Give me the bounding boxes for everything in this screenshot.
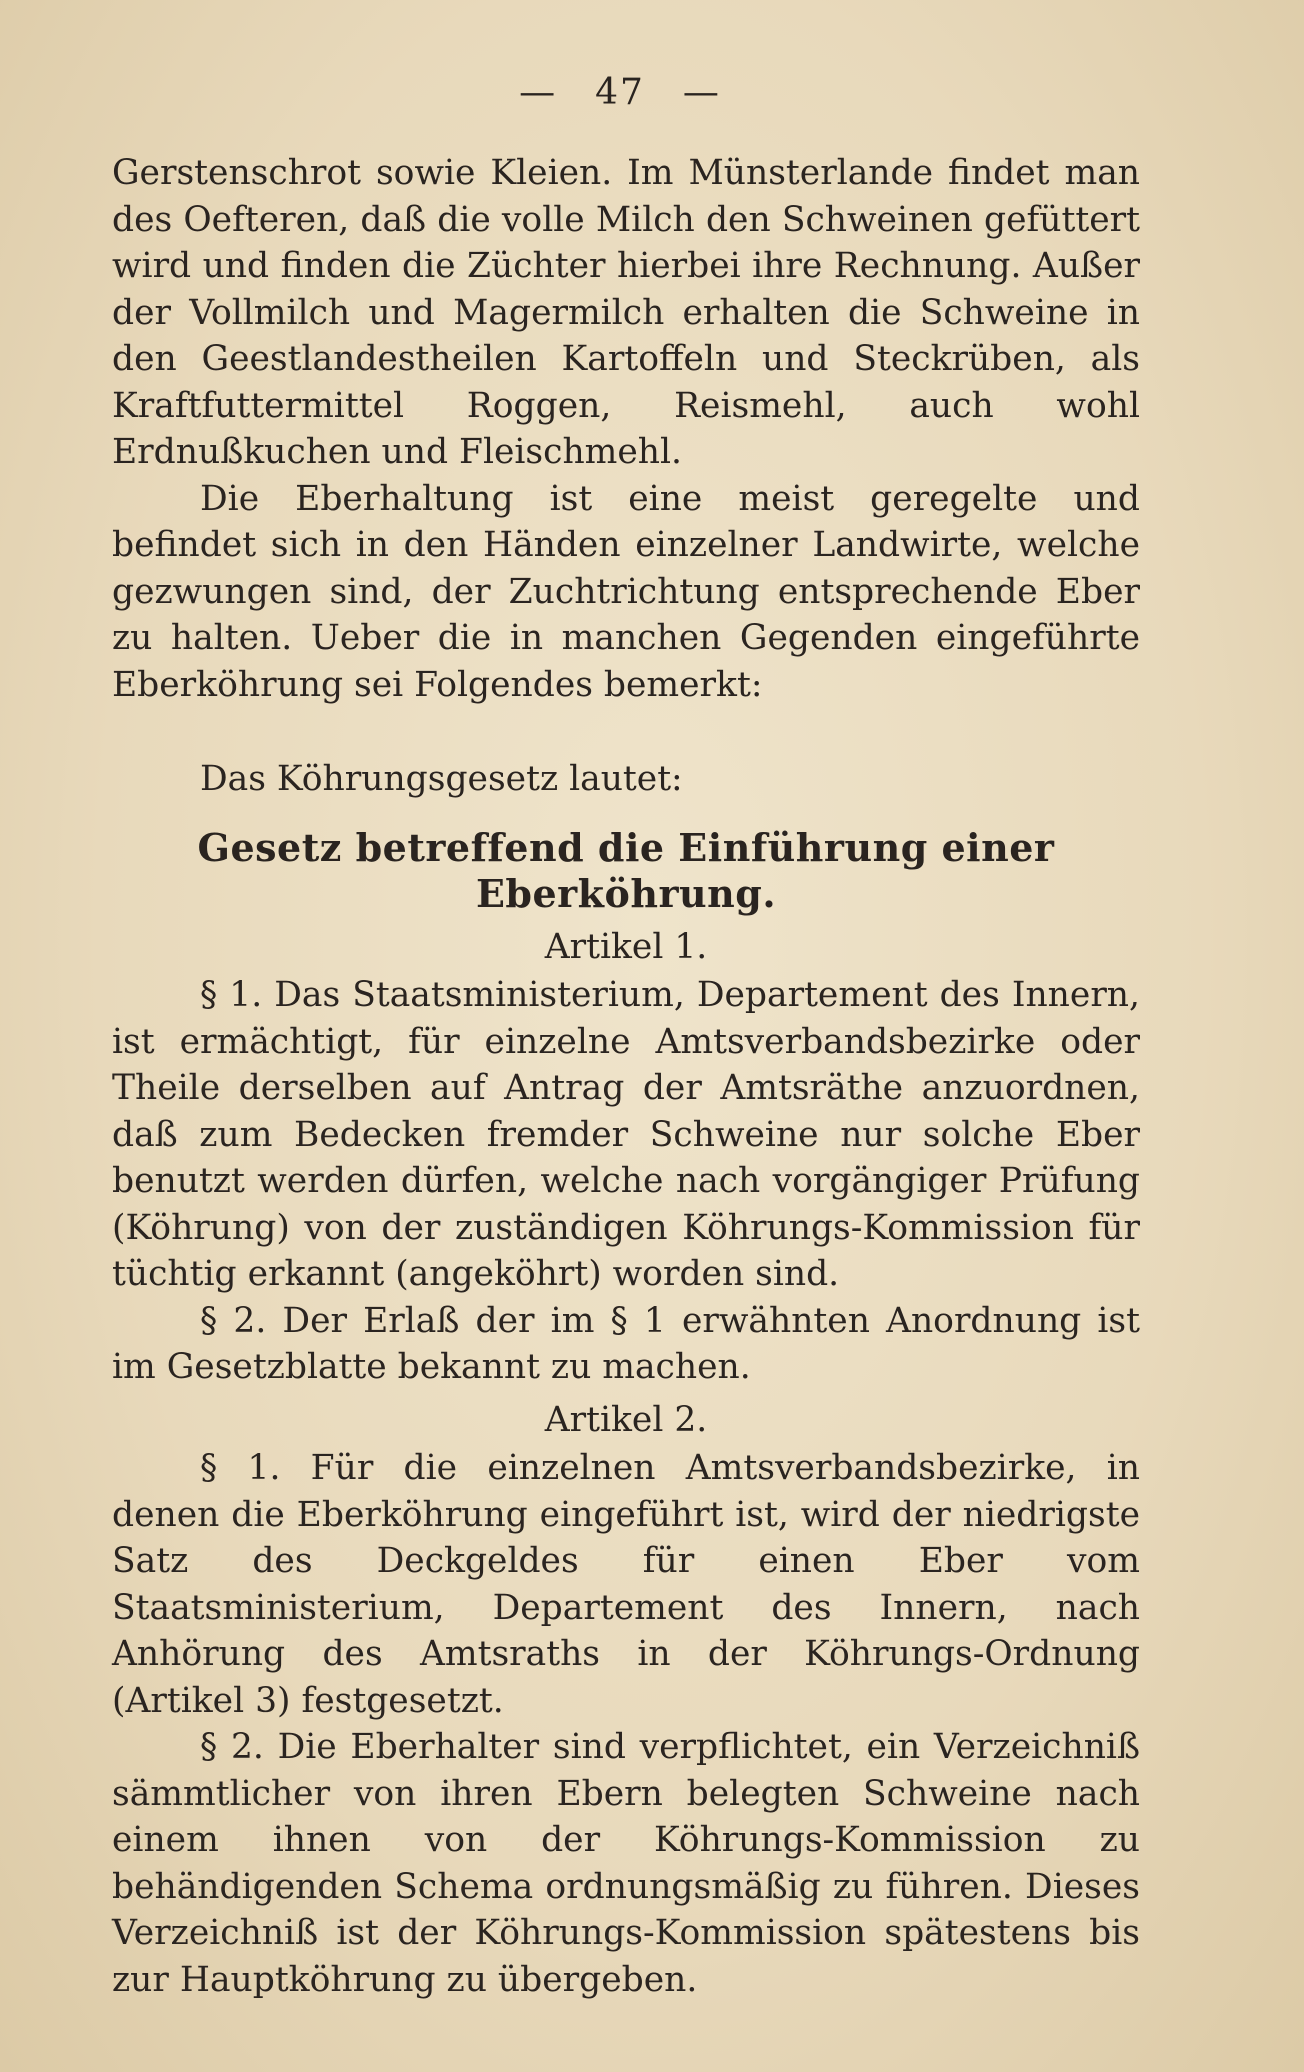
article-2-section-1: § 1. Für die einzelnen Amtsverbandsbezirke, in denen die Eberköhrung eingeführt ist, wird der niedrigste Satz des Deckgeldes für einen Eber vom Staatsministerium, Departement des Innern, nach Anhörung des Amtsraths in der Köhrungs-Ordnung (Artikel 3) festgesetzt. [112, 1448, 1140, 1721]
article-2-heading: Artikel 2. [544, 1399, 708, 1440]
article-1-heading: Artikel 1. [544, 926, 708, 967]
paragraph-feeding: Gerstenschrot sowie Kleien. Im Münsterlande findet man des Oefteren, daß die volle Milch den Schweinen gefüttert wird und finden die Züchter hierbei ihre Rechnung. Außer der Vollmilch und Magermilch erhalten die Schweine in den Geestlandestheilen Kartoffeln und Steckrüben, als Kraftfuttermittel Roggen, Reismehl, auch wohl Erdnußkuchen und Fleischmehl. [112, 153, 1140, 472]
article-1-section-2: § 2. Der Erlaß der im § 1 erwähnten Anordnung ist im Gesetzblatte bekannt zu machen. [112, 1300, 1140, 1387]
page-number-dash-left: — [519, 72, 558, 113]
article-1-section-1: § 1. Das Staatsministerium, Departement des Innern, ist ermächtigt, für einzelne Amtsverbandsbezirke oder Theile derselben auf Antrag der Amtsräthe anzuordnen, daß zum Bedecken fremder Schweine nur solche Eber benutzt werden dürfen, welche nach vorgängiger Prüfung (Köhrung) von der zuständigen Köhrungs-Kommission für tüchtig erkannt (angeköhrt) worden sind. [112, 975, 1140, 1294]
page-number-line [0, 72, 1240, 113]
article-2-section-2: § 2. Die Eberhalter sind verpflichtet, ein Verzeichniß sämmtlicher von ihren Ebern belegten Schweine nach einem ihnen von der Köhrungs-Kommission zu behändigenden Schema ordnungsmäßig zu führen. Dieses Verzeichniß ist der Köhrungs-Kommission spätestens bis zur Hauptköhrung zu übergeben. [112, 1727, 1140, 2000]
page-number: 47 [595, 72, 645, 113]
paragraph-law-intro: Das Köhrungsgesetz lautet: [200, 759, 683, 799]
page-number-dash-right: — [682, 72, 721, 113]
paragraph-eber-keeping: Die Eberhaltung ist eine meist geregelte und befindet sich in den Händen einzelner Landwirte, welche gezwungen sind, der Zuchtrichtung entsprechende Eber zu halten. Ueber die in manchen Gegenden eingeführte Eberköhrung sei Folgendes bemerkt: [112, 478, 1140, 705]
law-title: Gesetz betreffend die Einführung einer Eberköhrung. [197, 824, 1055, 916]
body-text [112, 150, 1140, 2003]
